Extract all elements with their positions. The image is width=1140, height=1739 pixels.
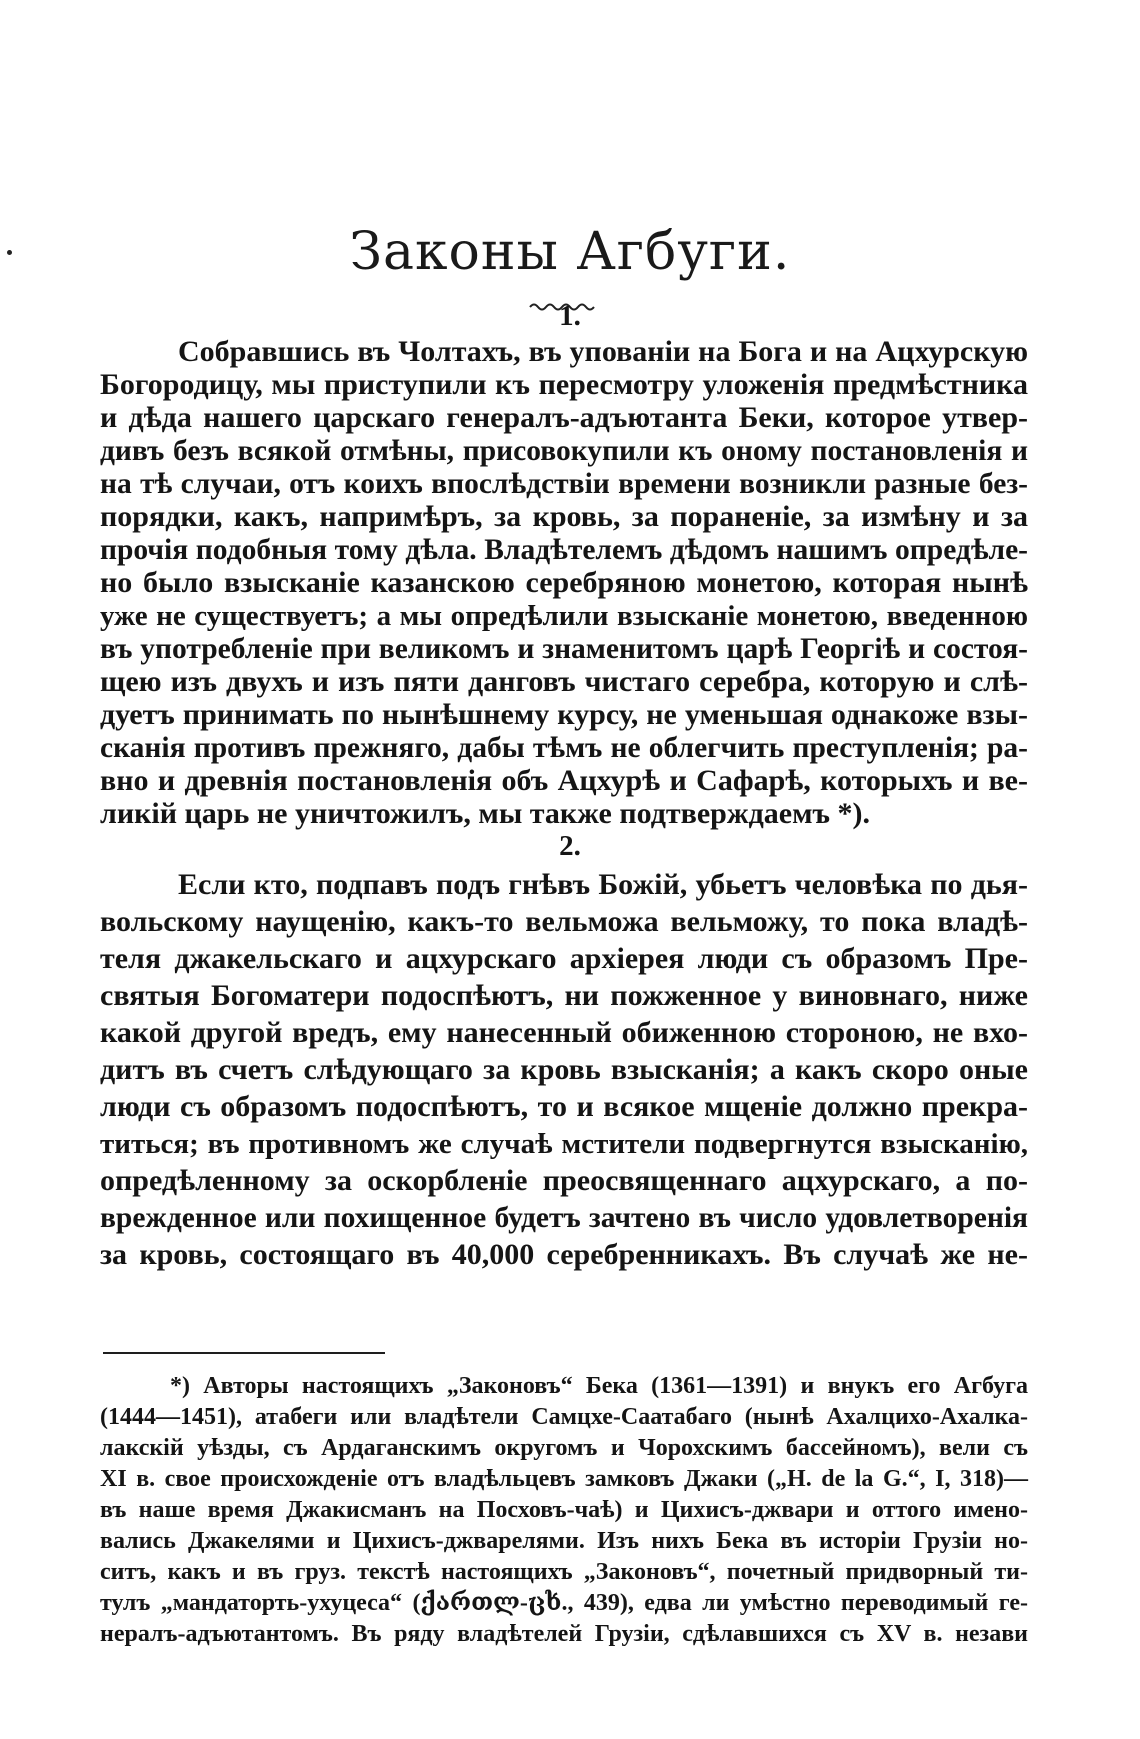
footnote-line: (1444—1451), атабеги или владѣтели Самцхе-Саатабаго (нынѣ Ахалцихо-Ахалка- [100, 1404, 1028, 1430]
paragraph-line: на тѣ случаи, отъ коихъ впослѣдствіи времени возникли разные без- [100, 468, 1028, 500]
paragraph-line: теля джакельскаго и ацхурскаго архіерея люди съ образомъ Пре- [100, 942, 1028, 975]
paragraph-line: дуетъ принимать по нынѣшнему курсу, не уменьшая однакоже взы- [100, 698, 1028, 731]
footnote-divider [103, 1352, 385, 1354]
paragraph-line: прочія подобныя тому дѣла. Владѣтелемъ дѣдомъ нашимъ опредѣле- [100, 534, 1028, 566]
paragraph-line: вольскому наущенію, какъ-то вельможа вельможу, то пока владѣ- [100, 905, 1028, 938]
footnote-line: тулъ „мандаторть-ухуцеса“ (ქართლ-ცხ., 439), едва ли умѣстно переводимый ге- [100, 1590, 1028, 1616]
paragraph-line: ликій царь не уничтожилъ, мы также подтверждаемъ *). [100, 797, 871, 830]
footnote-line: *) Авторы настоящихъ „Законовъ“ Бека (1361—1391) и внукъ его Агбуга [170, 1373, 1028, 1399]
paragraph-line: и дѣда нашего царскаго генералъ-адъютанта Беки, которое утвер- [100, 401, 1028, 434]
footnote-line: вались Джакелями и Цихисъ-джварелями. Изъ нихъ Бека въ исторіи Грузіи но- [100, 1528, 1028, 1554]
paragraph-line: щею изъ двухъ и изъ пяти данговъ чистаго серебра, которую и слѣ- [100, 665, 1028, 698]
page-title: Законы Агбуги. [349, 222, 791, 282]
paragraph-line: Богородицу, мы приступили къ пересмотру уложенія предмѣстника [100, 368, 1028, 401]
footnote-line: нералъ-адъютантомъ. Въ ряду владѣтелей Грузіи, сдѣлавшихся съ XV в. незави [100, 1621, 1028, 1647]
paragraph-line: порядки, какъ, напримѣръ, за кровь, за пораненіе, за измѣну и за [100, 500, 1028, 533]
paragraph-line: вно и древнія постановленія объ Ацхурѣ и Сафарѣ, которыхъ и ве- [100, 764, 1028, 797]
paragraph-line: Если кто, подпавъ подъ гнѣвъ Божій, убьетъ человѣка по дья- [178, 868, 1028, 901]
paragraph-line: въ употребленіе при великомъ и знаменитомъ царѣ Георгіѣ и состоя- [100, 633, 1028, 665]
paragraph-line: титься; въ противномъ же случаѣ мстители подвергнутся взысканію, [100, 1128, 1028, 1160]
paragraph-line: опредѣленному за оскорбленіе преосвященнаго ацхурскаго, а по- [100, 1164, 1028, 1197]
paragraph-line: дитъ въ счетъ слѣдующаго за кровь взысканія; а какъ скоро оные [100, 1053, 1028, 1086]
section-number: 2. [559, 830, 581, 862]
paragraph-line: но было взысканіе казанскою серебряною монетою, которая нынѣ [100, 566, 1028, 599]
footnote-line: въ наше время Джакисманъ на Посховъ-чаѣ) и Цихисъ-джвари и оттого имено- [100, 1497, 1028, 1523]
paragraph-line: уже не существуетъ; а мы опредѣлили взысканіе монетою, введенною [100, 600, 1028, 632]
paragraph-line: люди съ образомъ подоспѣютъ, то и всякое мщеніе должно прекра- [100, 1090, 1028, 1123]
footnote-line: ситъ, какъ и въ груз. текстѣ настоящихъ „Законовъ“, почетный придворный ти- [100, 1559, 1028, 1585]
paragraph-line: какой другой вредъ, ему нанесенный обиженною стороною, не вхо- [100, 1016, 1028, 1049]
paragraph-line: святыя Богоматери подоспѣютъ, ни пожженное у виновнаго, ниже [100, 979, 1028, 1012]
paragraph-line: сканія противъ прежняго, дабы тѣмъ не облегчить преступленія; ра- [100, 732, 1028, 764]
paragraph-line: Собравшись въ Чолтахъ, въ упованіи на Бога и на Ацхурскую [178, 335, 1028, 368]
paragraph-line: за кровь, состоящаго въ 40,000 серебренникахъ. Въ случаѣ же не- [100, 1238, 1028, 1271]
paragraph-line: врежденное или похищенное будетъ зачтено въ число удовлетворенія [100, 1202, 1028, 1234]
footnote-line: лакскій уѣзды, съ Ардаганскимъ округомъ и Чорохскимъ бассейномъ), вели съ [100, 1435, 1028, 1461]
section-number: 1. [559, 300, 581, 332]
footnote-line: XI в. свое происхожденіе отъ владѣльцевъ замковъ Джаки („H. de la G.“, I, 318)— [100, 1466, 1028, 1492]
paragraph-line: дивъ безъ всякой отмѣны, присовокупили къ оному постановленія и [100, 435, 1028, 467]
